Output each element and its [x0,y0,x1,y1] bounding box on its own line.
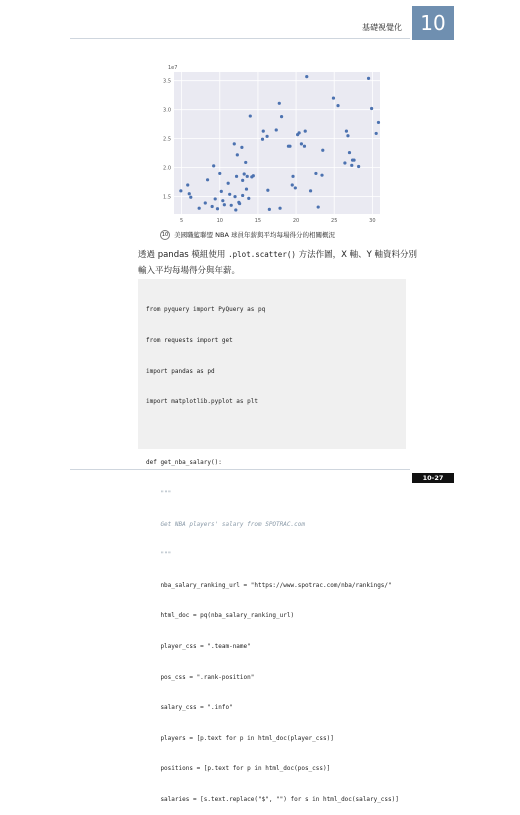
scatter-point [288,145,291,148]
code-line: pos_css = ".rank-position" [146,673,255,681]
code-line: from requests import get [146,337,233,344]
scatter-chart [160,62,385,227]
code-line: player_css = ".team-name" [146,642,251,650]
scatter-point [221,199,224,202]
scatter-point [321,149,324,152]
scatter-point [246,175,249,178]
scatter-point [204,201,207,204]
paragraph-text-after: 方法作圖，X 軸、Y 軸資料分別輸入平均每場得分與年薪。 [138,250,417,276]
scatter-point [247,197,250,200]
scatter-point [240,146,243,149]
scatter-point [233,195,236,198]
scatter-point [304,130,307,133]
scatter-point [278,102,281,105]
scatter-point [352,158,355,161]
code-line [146,428,398,438]
scatter-point [249,114,252,117]
y-axis-offset-label: 1e7 [168,65,178,71]
scatter-point [241,194,244,197]
y-tick-label: 3.5 [163,78,171,85]
code-line: nba_salary_ranking_url = "https://www.spotrac.com/nba/rankings/" [146,581,392,589]
scatter-point [317,205,320,208]
chapter-title: 基礎視覺化 [362,23,402,32]
scatter-point [350,164,353,167]
scatter-point [300,142,303,145]
scatter-point [278,207,281,210]
x-tick-label: 10 [216,218,223,224]
scatter-point [343,161,346,164]
figure-caption-text: 美國職籃聯盟 NBA 球員年薪與平均每場得分的相關概況 [174,231,335,239]
scatter-point [216,207,219,210]
scatter-point [291,183,294,186]
code-line: import pandas as pd [146,367,215,375]
code-line: positions = [p.text for p in html_doc(pos_css)] [146,765,331,773]
code-line: salary_css = ".info" [146,704,233,712]
x-tick-label: 30 [369,218,376,224]
scatter-point [223,203,226,206]
code-line: from pyquery import PyQuery as pq [146,306,266,314]
y-tick-label: 3.0 [163,107,171,114]
y-tick-label: 2.0 [163,165,171,172]
scatter-point [233,142,236,145]
scatter-point [179,189,182,192]
scatter-point [309,189,312,192]
scatter-point [230,204,233,207]
scatter-point [367,77,370,80]
scatter-point [336,104,339,107]
scatter-point [214,197,217,200]
code-block [138,279,406,803]
scatter-point [294,186,297,189]
inline-code: .plot.scatter() [228,250,296,259]
scatter-point [211,205,214,208]
body-paragraph [138,247,418,279]
scatter-point [280,115,283,118]
scatter-point [235,175,238,178]
scatter-point [245,187,248,190]
y-tick-label: 1.5 [163,194,171,201]
scatter-point [298,131,301,134]
scatter-point [238,202,241,205]
scatter-point [186,183,189,186]
scatter-point [188,192,191,195]
code-line: def get_nba_salary(): [146,459,222,467]
x-tick-label: 15 [254,218,262,224]
scatter-point [265,135,268,138]
scatter-point [346,134,349,137]
plot-background [174,72,380,214]
code-line: html_doc = pq(nba_salary_ranking_url) [146,612,295,620]
scatter-point [375,132,378,135]
scatter-point [241,179,244,182]
code-line: Get NBA players' salary from SPOTRAC.com [146,520,305,528]
scatter-point [234,208,237,211]
scatter-point [345,130,348,133]
scatter-point [244,161,247,164]
scatter-point [262,130,265,133]
scatter-point [305,75,308,78]
scatter-point [275,128,278,131]
x-tick-label: 25 [331,218,338,224]
scatter-point [206,178,209,181]
scatter-point [198,207,201,210]
code-line: import matplotlib.pyplot as plt [146,398,258,406]
footer-rule [70,469,410,470]
scatter-point [291,175,294,178]
scatter-point [314,172,317,175]
paragraph-text-before: 透過 pandas 模組使用 [138,250,229,260]
scatter-point [303,145,306,148]
y-tick-label: 2.5 [163,136,171,143]
chapter-number-badge: 10 [412,6,454,40]
x-tick-label: 5 [180,218,184,224]
scatter-point [243,172,246,175]
scatter-point [320,174,323,177]
scatter-point [332,96,335,99]
scatter-point [218,172,221,175]
scatter-point [236,153,239,156]
scatter-chart-svg [160,62,385,227]
figure-number: 10 [161,232,169,238]
code-line: """ [146,489,172,497]
scatter-point [189,196,192,199]
scatter-point [377,121,380,124]
code-line: players = [p.text for p in html_doc(player_css)] [146,734,334,742]
code-line: """ [146,551,172,559]
scatter-point [220,190,223,193]
x-tick-label: 20 [292,218,300,224]
scatter-point [268,208,271,211]
scatter-point [212,164,215,167]
figure-caption [160,230,335,240]
scatter-point [227,182,230,185]
scatter-point [370,107,373,110]
scatter-point [348,151,351,154]
page-number: 10-27 [412,473,454,483]
scatter-point [228,193,231,196]
header-rule [70,38,410,39]
code-line: salaries = [s.text.replace("$", "") for s in html_doc(salary_css)] [146,795,399,803]
scatter-point [252,174,255,177]
scatter-point [266,189,269,192]
scatter-point [261,138,264,141]
scatter-point [357,165,360,168]
